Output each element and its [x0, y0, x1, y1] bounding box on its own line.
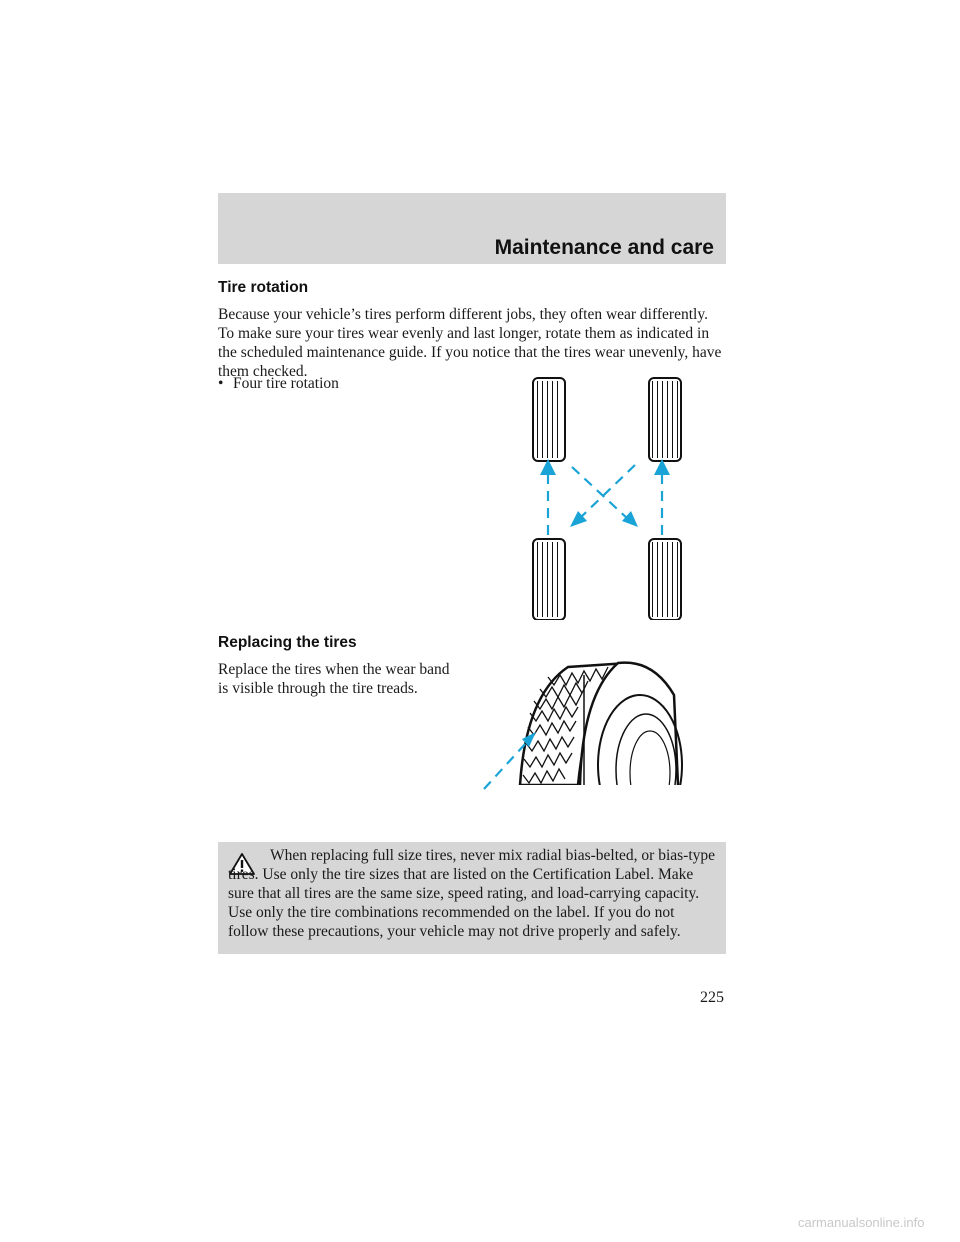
header-band	[218, 193, 726, 264]
tire-rotation-heading: Tire rotation	[218, 279, 309, 296]
replacing-heading: Replacing the tires	[218, 634, 357, 651]
front-right-tire	[649, 378, 681, 461]
section-title: Maintenance and care	[494, 236, 714, 259]
diagonal-arrow-line-b	[580, 465, 635, 518]
bullet-item	[218, 375, 339, 393]
arrowhead-down-right	[622, 511, 638, 527]
warning-box	[218, 842, 726, 954]
tire-wear-band-illustration	[478, 655, 688, 795]
page-number: 225	[700, 989, 724, 1006]
rear-left-tire	[533, 539, 565, 620]
tire-rotation-paragraph: Because your vehicle’s tires perform different jobs, they often wear differently. To make sure your tires wear evenly and last longer, rotate them as indicated in the scheduled maintenance guide. If you notice that the tires wear unevenly, have them checked.	[218, 306, 722, 380]
bullet-text: Four tire rotation	[233, 375, 339, 392]
tire-rotation-diagram	[520, 375, 700, 620]
front-left-tire	[533, 378, 565, 461]
warning-text: When replacing full size tires, never mix radial bias-belted, or bias-type tires. Use only the tire sizes that are listed on the Certification Label. Make sure that all tires are the same size, speed rating, and load-carrying capacity. Use only the tire combinations recommended on the label. If you do not follow these precautions, your vehicle may not drive properly and safely.	[228, 847, 716, 940]
watermark: carmanualsonline.info	[798, 1215, 925, 1230]
diagonal-arrow-line-a	[572, 467, 628, 519]
bullet-icon: •	[218, 375, 224, 392]
rear-right-tire	[649, 539, 681, 620]
replacing-paragraph: Replace the tires when the wear band is visible through the tire treads.	[218, 661, 450, 697]
